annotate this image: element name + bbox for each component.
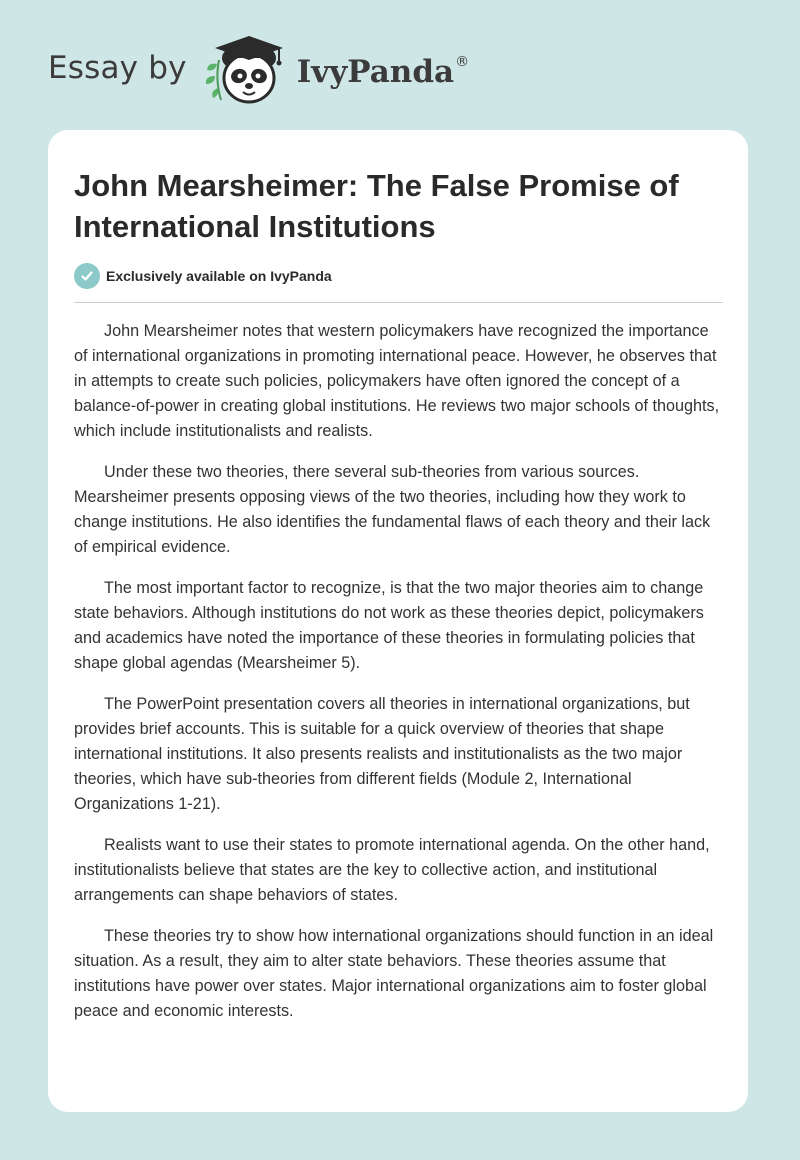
essay-body xyxy=(74,319,726,1040)
paragraph: These theories try to show how international organizations should function in an ideal situation. As a result, they aim to alter state behaviors. These theories assume that institutions have power over states. Major international organizations aim to foster global peace and economic interests. xyxy=(74,927,714,1020)
paragraph: John Mearsheimer notes that western policymakers have recognized the importance of international organizations in promoting international peace. However, he observes that in attempts to create such policies, policymakers have often ignored the concept of a balance-of-power in creating global institutions. He reviews two major schools of thoughts, which include institutionalists and realists. xyxy=(74,322,720,440)
check-icon xyxy=(74,263,100,289)
divider xyxy=(74,302,723,303)
paragraph: Realists want to use their states to promote international agenda. On the other hand, institutionalists believe that states are the key to collective action, and institutional arrangements can shape behaviors of states. xyxy=(74,836,710,904)
paragraph: The most important factor to recognize, is that the two major theories aim to change state behaviors. Although institutions do not work as these theories depict, policymakers and academics have noted the importance of these theories in formulating policies that shape global agendas (Mearsheimer 5). xyxy=(74,579,704,672)
panda-graduate-icon xyxy=(203,30,293,110)
paragraph: The PowerPoint presentation covers all theories in international organizations, but provides brief accounts. This is suitable for a quick overview of theories that shape international institutions. It also presents realists and institutionalists as the two major theories, which have sub-theories from different fields (Module 2, International Organizations 1-21). xyxy=(74,695,690,813)
essay-by-label: Essay by xyxy=(48,50,187,86)
paragraph: Under these two theories, there several sub-theories from various sources. Mearsheimer presents opposing views of the two theories, including how they work to change institutions. He also identifies the fundamental flaws of each theory and their lack of empirical evidence. xyxy=(74,463,711,556)
ivy-leaf-icon xyxy=(206,60,221,100)
brand-name: IvyPanda xyxy=(296,54,455,90)
site-header xyxy=(48,30,469,110)
registered-mark: ® xyxy=(455,54,470,70)
exclusive-badge xyxy=(74,263,332,289)
essay-card xyxy=(48,130,748,1112)
brand-logo-text xyxy=(297,54,469,90)
page-title: John Mearsheimer: The False Promise of International Institutions xyxy=(74,168,679,244)
exclusive-badge-label: Exclusively available on IvyPanda xyxy=(106,268,332,284)
